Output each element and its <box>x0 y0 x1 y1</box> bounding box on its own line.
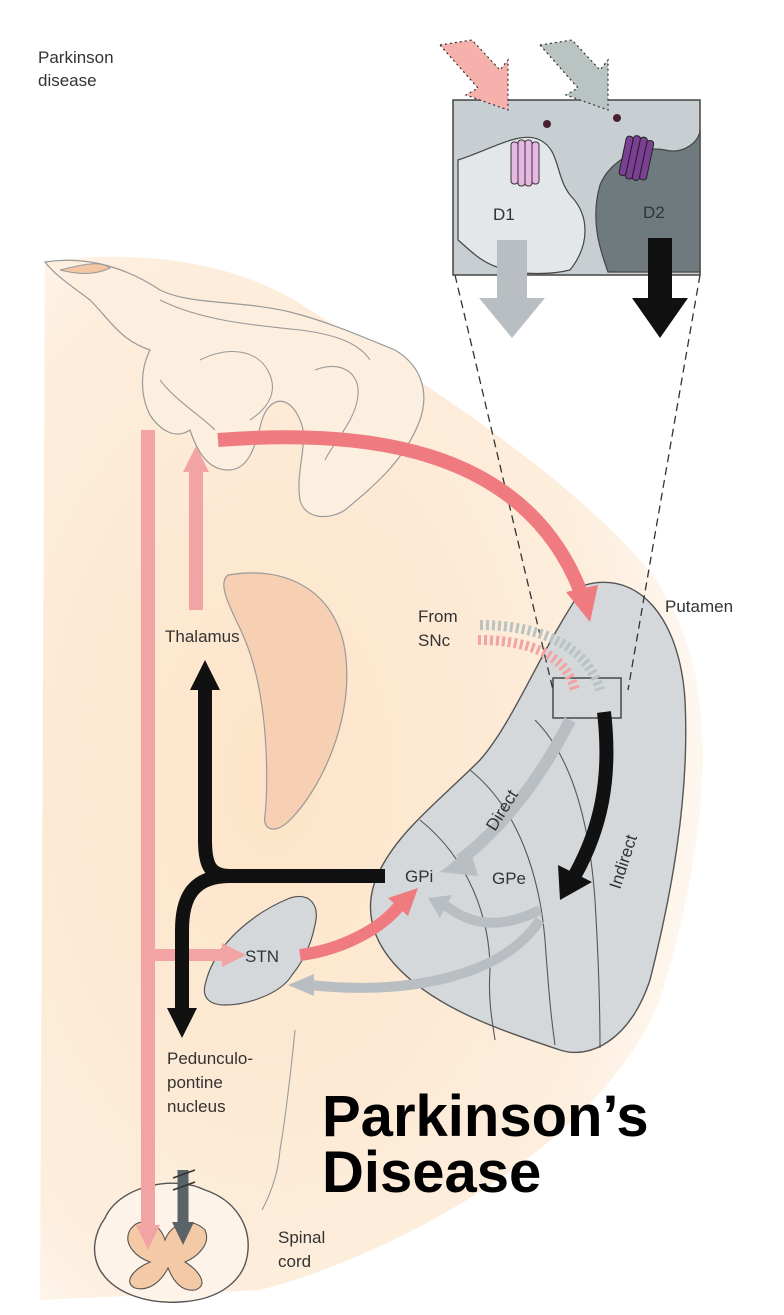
dopamine-molecule-1 <box>543 120 551 128</box>
spinal-cord-label-2: cord <box>278 1252 312 1271</box>
ppn-label-2: pontine <box>167 1073 223 1092</box>
stn-label: STN <box>245 947 279 966</box>
header-line-1: Parkinson <box>38 48 114 67</box>
gpi-label: GPi <box>405 867 434 886</box>
d2-label: D2 <box>643 203 665 222</box>
spinal-cord-label-1: Spinal <box>278 1228 326 1247</box>
dopamine-molecule-2 <box>613 114 621 122</box>
indirect-label: Indirect <box>605 832 642 892</box>
putamen-label: Putamen <box>665 597 734 616</box>
gpe-label: GPe <box>492 869 527 888</box>
title-line-2: Disease <box>322 1140 542 1205</box>
spinal-cord-section <box>95 1183 249 1302</box>
ppn-label-1: Pedunculo- <box>167 1049 254 1068</box>
direct-label: Direct <box>482 786 522 835</box>
thalamus-label: Thalamus <box>165 627 240 646</box>
header-line-2: disease <box>38 71 97 90</box>
d1-label: D1 <box>493 205 515 224</box>
d1-receptor-icon <box>511 140 539 186</box>
from-snc-label-2: SNc <box>418 631 451 650</box>
ppn-label-3: nucleus <box>167 1097 226 1116</box>
title-line-1: Parkinson’s <box>322 1084 649 1149</box>
from-snc-label-1: From <box>418 607 458 626</box>
